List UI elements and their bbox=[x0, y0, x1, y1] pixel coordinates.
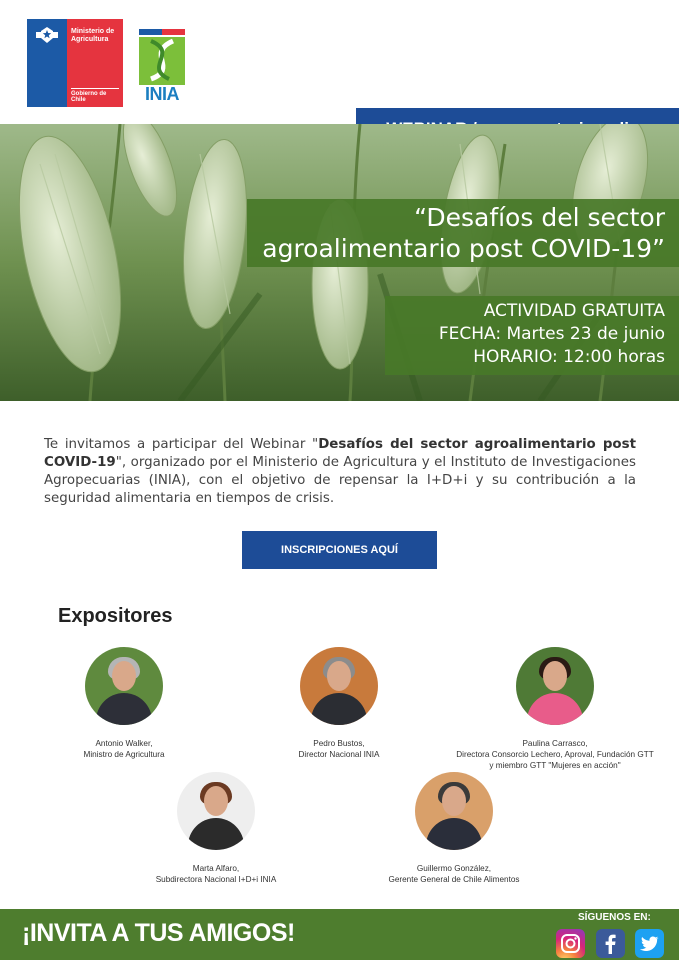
event-info bbox=[385, 296, 679, 375]
event-date: FECHA: Martes 23 de junio bbox=[438, 324, 665, 344]
follow-us-label: SÍGUENOS EN: bbox=[578, 912, 651, 923]
inia-logo bbox=[139, 29, 185, 105]
instagram-icon[interactable] bbox=[556, 929, 585, 958]
register-button[interactable]: INSCRIPCIONES AQUÍ bbox=[242, 531, 437, 569]
speaker-role: Directora Consorcio Lechero, Aproval, Fundación GTT bbox=[456, 750, 654, 759]
speaker-card bbox=[274, 647, 404, 760]
invite-friends-text: ¡INVITA A TUS AMIGOS! bbox=[22, 919, 295, 947]
speaker-role: Director Nacional INIA bbox=[298, 750, 380, 759]
title-line2: agroalimentario post COVID-19” bbox=[262, 234, 665, 263]
speaker-name: Marta Alfaro, bbox=[192, 864, 240, 873]
speaker-role: Subdirectora Nacional I+D+i INIA bbox=[155, 875, 277, 884]
intro-text-start: Te invitamos a participar del Webinar " bbox=[44, 437, 319, 452]
speaker-photo bbox=[85, 647, 163, 725]
activity-label: ACTIVIDAD GRATUITA bbox=[483, 301, 665, 321]
title-line1: “Desafíos del sector bbox=[414, 203, 665, 232]
speaker-card bbox=[452, 647, 658, 771]
gov-label: Gobierno de Chile bbox=[71, 88, 119, 103]
speaker-name: Guillermo González, bbox=[416, 864, 492, 873]
speaker-photo bbox=[415, 772, 493, 850]
inia-emblem-icon bbox=[139, 29, 185, 85]
inia-label: INIA bbox=[145, 84, 179, 104]
speaker-card bbox=[146, 772, 286, 885]
chile-crest-icon bbox=[34, 25, 60, 45]
intro-webinar-name: Desafíos del sector agroalimentario post COVID-19 bbox=[44, 437, 636, 470]
ministry-line2: Agricultura bbox=[71, 36, 109, 43]
speaker-role-extra: y miembro GTT "Mujeres en acción" bbox=[489, 761, 621, 770]
header bbox=[0, 0, 679, 120]
intro-paragraph bbox=[44, 436, 636, 508]
speaker-photo bbox=[516, 647, 594, 725]
twitter-icon[interactable] bbox=[635, 929, 664, 958]
facebook-icon[interactable] bbox=[596, 929, 625, 958]
speaker-name: Paulina Carrasco, bbox=[522, 739, 588, 748]
event-time: HORARIO: 12:00 horas bbox=[473, 347, 665, 367]
speaker-photo bbox=[300, 647, 378, 725]
speakers-title: Expositores bbox=[58, 605, 173, 627]
footer-bar bbox=[0, 909, 679, 960]
speaker-name: Pedro Bustos, bbox=[313, 739, 365, 748]
speaker-role: Gerente General de Chile Alimentos bbox=[388, 875, 520, 884]
speaker-photo bbox=[177, 772, 255, 850]
intro-text-end: ", organizado por el Ministerio de Agricultura y el Instituto de Investigaciones Agropecuarias (INIA), con el objetivo de repensar la I+D+i y su contribución a la seguridad alimentaria en tiempos de crisis. bbox=[44, 455, 636, 506]
speaker-card bbox=[380, 772, 528, 885]
speaker-card bbox=[64, 647, 184, 760]
ministry-logo bbox=[27, 19, 123, 107]
event-title bbox=[247, 199, 679, 267]
speaker-role: Ministro de Agricultura bbox=[83, 750, 165, 759]
wheat-banner bbox=[0, 124, 679, 401]
ministry-line1: Ministerio de bbox=[71, 28, 115, 35]
speaker-name: Antonio Walker, bbox=[95, 739, 153, 748]
